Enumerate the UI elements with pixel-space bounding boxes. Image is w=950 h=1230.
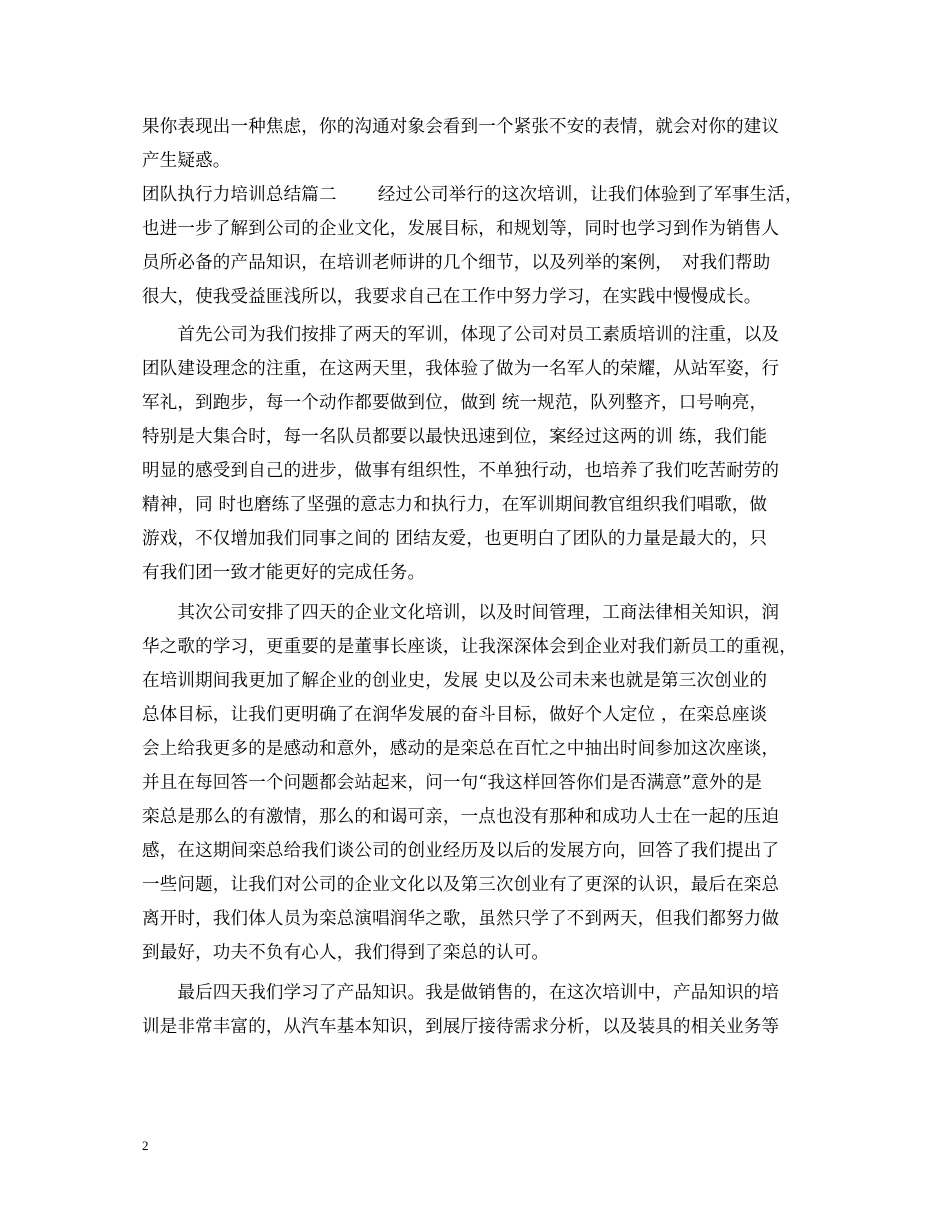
text-line: 在培训期间我更加了解企业的创业史，发展 史以及公司未来也就是第三次创业的 xyxy=(142,671,768,691)
text-line: 到最好，功夫不负有心人，我们得到了栾总的认可。 xyxy=(142,943,550,963)
text-line: 团队执行力培训总结篇二 经过公司举行的这次培训，让我们体验到了军事生活， xyxy=(142,185,803,205)
page-number: 2 xyxy=(142,1138,149,1153)
text-line: 很大，使我受益匪浅所以，我要求自己在工作中努力学习，在实践中慢慢成长。 xyxy=(142,287,762,307)
text-line: 产生疑惑。 xyxy=(142,151,231,171)
text-line: 总体目标，让我们更明确了在润华发展的奋斗目标，做好个人定位 ，在栾总座谈 xyxy=(142,705,768,725)
text-line: 栾总是那么的有激情，那么的和谒可亲，一点也没有那种和成功人士在一起的压迫 xyxy=(142,807,780,827)
text-line: 华之歌的学习，更重要的是董事长座谈，让我深深体会到企业对我们新员工的重视， xyxy=(142,637,797,657)
text-line: 并且在每回答一个问题都会站起来，问一句“我这样回答你们是否满意”意外的是 xyxy=(142,773,763,793)
text-line: 果你表现出一种焦虑，你的沟通对象会看到一个紧张不安的表情，就会对你的建议 xyxy=(142,117,780,137)
text-line: 感，在这期间栾总给我们谈公司的创业经历及以后的发展方向，回答了我们提出了 xyxy=(142,841,780,861)
text-line: 一些问题，让我们对公司的企业文化以及第三次创业有了更深的认识，最后在栾总 xyxy=(142,875,780,895)
text-line: 有我们团一致才能更好的完成任务。 xyxy=(142,563,426,583)
text-line: 最后四天我们学习了产品知识。我是做销售的，在这次培训中，产品知识的培 xyxy=(142,983,780,1003)
text-line: 明显的感受到自己的进步，做事有组织性，不单独行动，也培养了我们吃苦耐劳的 xyxy=(142,461,780,481)
text-line: 团队建设理念的注重，在这两天里，我体验了做为一名军人的荣耀，从站军姿，行 xyxy=(142,359,780,379)
text-line: 特别是大集合时，每一名队员都要以最快迅速到位，案经过这两的训 练，我们能 xyxy=(142,427,768,447)
text-line: 首先公司为我们按排了两天的军训，体现了公司对员工素质培训的注重，以及 xyxy=(142,325,780,345)
text-line: 员所必备的产品知识，在培训老师讲的几个细节，以及列举的案例， 对我们帮助 xyxy=(142,253,771,273)
text-line: 其次公司安排了四天的企业文化培训，以及时间管理，工商法律相关知识，润 xyxy=(142,603,780,623)
text-line: 精神，同 时也磨练了坚强的意志力和执行力，在军训期间教官组织我们唱歌，做 xyxy=(142,495,768,515)
text-line: 游戏，不仅增加我们同事之间的 团结友爱，也更明白了团队的力量是最大的，只 xyxy=(142,529,768,549)
text-line: 也进一步了解到公司的企业文化，发展目标，和规划等，同时也学习到作为销售人 xyxy=(142,219,780,239)
text-line: 离开时，我们体人员为栾总演唱润华之歌，虽然只学了不到两天，但我们都努力做 xyxy=(142,909,780,929)
text-line: 军礼，到跑步，每一个动作都要做到位，做到 统一规范，队列整齐，口号响亮， xyxy=(142,393,768,413)
text-line: 训是非常丰富的，从汽车基本知识，到展厅接待需求分析，以及装具的相关业务等 xyxy=(142,1017,780,1037)
text-line: 会上给我更多的是感动和意外，感动的是栾总在百忙之中抽出时间参加这次座谈， xyxy=(142,739,780,759)
